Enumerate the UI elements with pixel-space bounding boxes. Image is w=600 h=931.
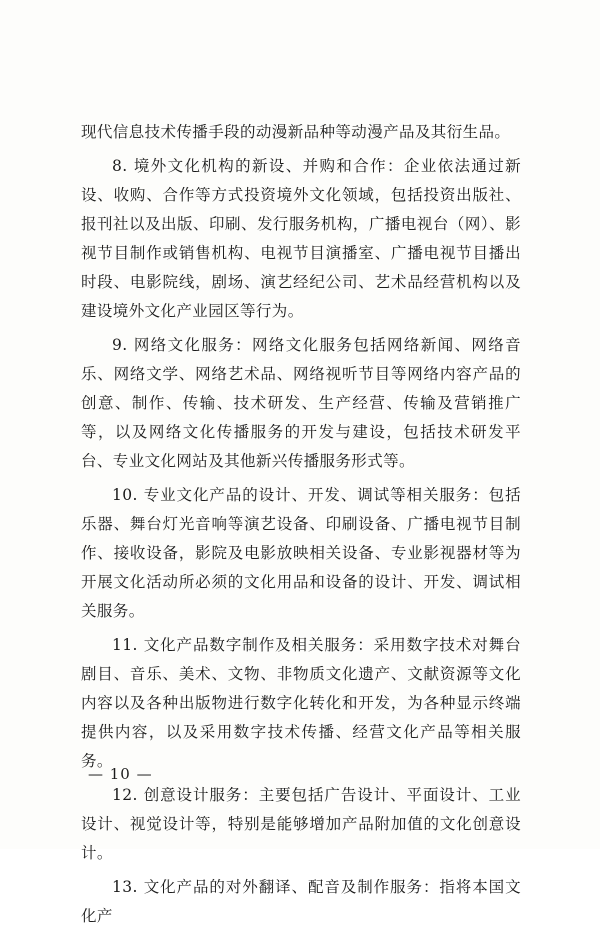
paragraph-item-13: 13. 文化产品的对外翻译、配音及制作服务：指将本国文化产 [81, 878, 521, 925]
page-number: — 10 — [88, 765, 153, 783]
paragraph-item-12: 12. 创意设计服务：主要包括广告设计、平面设计、工业设计、视觉设计等，特别是能够增加产品附加值的文化创意设计。 [81, 786, 521, 862]
paragraph-item-10: 10. 专业文化产品的设计、开发、调试等相关服务：包括乐器、舞台灯光音响等演艺设备、印刷设备、广播电视节目制作、接收设备，影院及电影放映相关设备、专业影视器材等为开展文化活动所必须的文化用品和设备的设计、开发、调试相关服务。 [81, 486, 521, 620]
document-body [81, 118, 521, 931]
paragraph-item-8: 8. 境外文化机构的新设、并购和合作：企业依法通过新设、收购、合作等方式投资境外文化领域，包括投资出版社、报刊社以及出版、印刷、发行服务机构，广播电视台（网）、影视节目制作或销售机构、电视节目演播室、广播电视节目播出时段、电影院线，剧场、演艺经纪公司、艺术品经营机构以及建设境外文化产业园区等行为。 [81, 157, 521, 320]
paragraph-item-11: 11. 文化产品数字制作及相关服务：采用数字技术对舞台剧目、音乐、美术、文物、非物质文化遗产、文献资源等文化内容以及各种出版物进行数字化转化和开发，为各种显示终端提供内容，以及采用数字技术传播、经营文化产品等相关服务。 [81, 636, 521, 770]
paragraph-item-9: 9. 网络文化服务：网络文化服务包括网络新闻、网络音乐、网络文学、网络艺术品、网络视听节目等网络内容产品的创意、制作、传输、技术研发、生产经营、传输及营销推广等，以及网络文化传播服务的开发与建设，包括技术研发平台、专业文化网站及其他新兴传播服务形式等。 [81, 336, 521, 470]
paragraph-continuation: 现代信息技术传播手段的动漫新品种等动漫产品及其衍生品。 [81, 123, 511, 141]
